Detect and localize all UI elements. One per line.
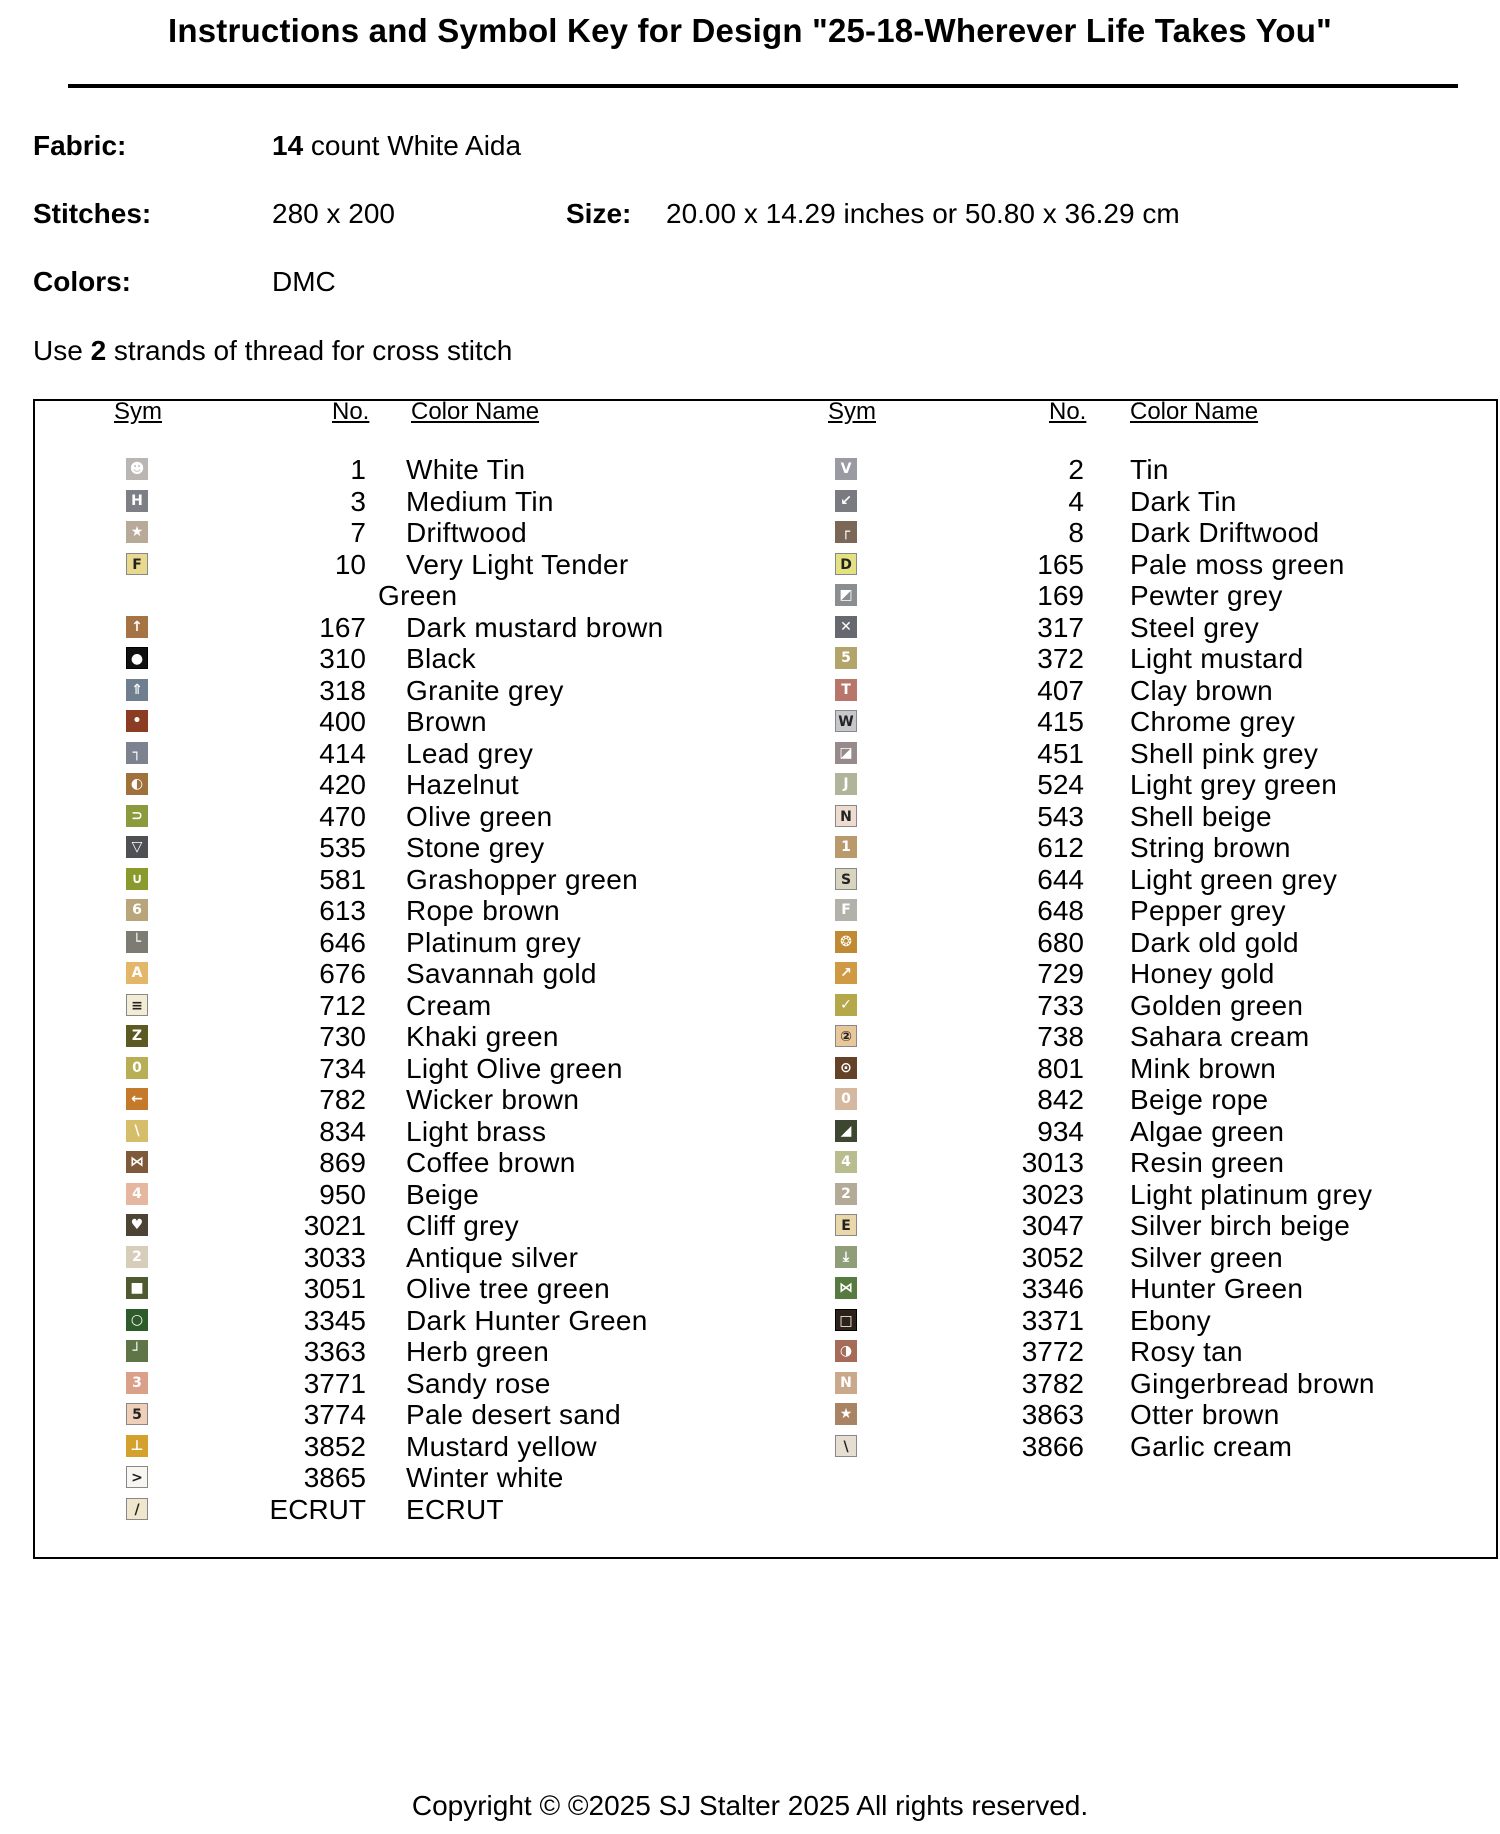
dmc-number: 3346 <box>1021 1273 1084 1304</box>
color-name: Black <box>406 643 476 674</box>
dmc-number: 712 <box>319 989 366 1021</box>
dmc-number: 310 <box>319 643 366 674</box>
dmc-number: 680 <box>1037 926 1084 958</box>
page-title: Instructions and Symbol Key for Design "25-18-Wherever Life Takes You" <box>168 12 1332 49</box>
thread-symbol-icon: T <box>835 679 857 701</box>
thread-symbol-icon: 2 <box>835 1183 857 1205</box>
color-name: Cliff grey <box>406 1210 519 1241</box>
fabric-value <box>272 130 521 162</box>
thread-symbol-icon: A <box>126 962 148 984</box>
thread-symbol-icon: ┘ <box>126 1340 148 1362</box>
thread-symbol-icon: D <box>835 553 857 575</box>
strands-pre: Use <box>33 335 91 366</box>
dmc-number: 734 <box>319 1052 366 1084</box>
color-name: Mustard yellow <box>406 1430 597 1462</box>
dmc-number: 10 <box>334 548 366 580</box>
dmc-number: 451 <box>1037 737 1084 769</box>
thread-symbol-icon: ✕ <box>835 616 857 638</box>
color-name: Chrome grey <box>1130 706 1296 737</box>
dmc-number: 2 <box>1068 454 1084 485</box>
color-name: String brown <box>1130 832 1291 863</box>
color-name: Winter white <box>406 1462 564 1493</box>
color-name: Light mustard <box>1130 643 1304 674</box>
dmc-number: 3021 <box>303 1210 366 1241</box>
color-name: Medium Tin <box>406 485 554 517</box>
color-name: Dark mustard brown <box>406 611 664 643</box>
header-color-name-right: Color Name <box>1130 398 1259 425</box>
color-name: Wicker brown <box>406 1084 580 1115</box>
dmc-number: 535 <box>319 832 366 863</box>
header-sym-right: Sym <box>828 398 876 425</box>
thread-symbol-icon: ← <box>126 1088 148 1110</box>
dmc-number: 1 <box>350 454 366 485</box>
thread-symbol-icon: S <box>835 868 857 890</box>
color-name: Light grey green <box>1130 769 1338 800</box>
color-name: Pewter grey <box>1130 580 1283 611</box>
color-name: Hunter Green <box>1130 1273 1304 1304</box>
thread-symbol-icon: / <box>126 1498 148 1520</box>
thread-symbol-icon: ◪ <box>835 742 857 764</box>
dmc-number: 167 <box>319 611 366 643</box>
thread-symbol-icon: J <box>835 773 857 795</box>
dmc-number: 782 <box>319 1084 366 1115</box>
header-no-right: No. <box>1049 398 1087 425</box>
thread-symbol-icon: E <box>835 1214 857 1236</box>
thread-symbol-icon: F <box>835 899 857 921</box>
dmc-number: 612 <box>1037 832 1084 863</box>
thread-symbol-icon: \ <box>835 1435 857 1457</box>
thread-symbol-icon: H <box>126 490 148 512</box>
color-name: Silver green <box>1130 1241 1284 1273</box>
thread-symbol-icon: 2 <box>126 1246 148 1268</box>
thread-symbol-icon: ★ <box>835 1403 857 1425</box>
thread-symbol-icon: ❂ <box>835 931 857 953</box>
dmc-number: 646 <box>319 926 366 958</box>
color-name: ECRUT <box>406 1493 504 1525</box>
strands-instruction <box>33 335 512 367</box>
thread-symbol-icon: ≡ <box>126 994 148 1016</box>
color-name: Khaki green <box>406 1021 559 1052</box>
color-name: Antique silver <box>406 1241 579 1273</box>
color-name: Savannah gold <box>406 958 597 989</box>
dmc-number: 7 <box>350 517 366 548</box>
thread-symbol-icon: 6 <box>126 899 148 921</box>
dmc-number: 470 <box>319 800 366 832</box>
thread-symbol-icon: 0 <box>835 1088 857 1110</box>
thread-symbol-icon: ⤓ <box>835 1246 857 1268</box>
thread-symbol-icon: V <box>835 458 857 480</box>
dmc-number: 842 <box>1037 1084 1084 1115</box>
thread-symbol-icon: Z <box>126 1025 148 1047</box>
thread-symbol-icon: ┌ <box>835 521 857 543</box>
dmc-number: 738 <box>1037 1021 1084 1052</box>
dmc-number: 169 <box>1037 580 1084 611</box>
color-name: Ebony <box>1130 1304 1211 1336</box>
thread-symbol-icon: 3 <box>126 1372 148 1394</box>
color-name: Shell beige <box>1130 800 1272 832</box>
color-name: Resin green <box>1130 1147 1285 1178</box>
color-name: Beige rope <box>1130 1084 1269 1115</box>
thread-symbol-icon: ◩ <box>835 584 857 606</box>
thread-symbol-icon: > <box>126 1466 148 1488</box>
thread-symbol-icon: 4 <box>835 1151 857 1173</box>
fabric-rest: count White Aida <box>303 130 522 161</box>
fabric-label: Fabric: <box>33 130 127 161</box>
thread-symbol-icon: ┐ <box>126 742 148 764</box>
thread-symbol-icon: W <box>835 710 857 732</box>
color-name: Light platinum grey <box>1130 1178 1373 1210</box>
thread-symbol-icon: 0 <box>126 1057 148 1079</box>
title-underline <box>68 84 1458 88</box>
dmc-number: 3047 <box>1021 1210 1084 1241</box>
color-name: Rosy tan <box>1130 1336 1243 1367</box>
dmc-number: 3371 <box>1021 1304 1084 1336</box>
dmc-number: 3013 <box>1021 1147 1084 1178</box>
dmc-number: 317 <box>1037 611 1084 643</box>
color-name: Light Olive green <box>406 1052 623 1084</box>
thread-symbol-icon: ✓ <box>835 994 857 1016</box>
color-name: Pepper grey <box>1130 895 1286 926</box>
dmc-number: 400 <box>319 706 366 737</box>
thread-symbol-icon: • <box>126 710 148 732</box>
color-name: Gingerbread brown <box>1130 1367 1375 1399</box>
header-color-name-left: Color Name <box>411 398 540 425</box>
thread-symbol-icon: 5 <box>835 647 857 669</box>
dmc-number: 934 <box>1037 1115 1084 1147</box>
thread-symbol-icon: N <box>835 1372 857 1394</box>
dmc-number: 318 <box>319 674 366 706</box>
color-name: Sandy rose <box>406 1367 551 1399</box>
color-name: Algae green <box>1130 1115 1285 1147</box>
dmc-number: 730 <box>319 1021 366 1052</box>
thread-symbol-icon: ∪ <box>126 868 148 890</box>
dmc-number: 524 <box>1037 769 1084 800</box>
dmc-number: 543 <box>1037 800 1084 832</box>
fabric-count: 14 <box>272 130 304 161</box>
thread-symbol-icon: ② <box>835 1025 857 1047</box>
thread-symbol-icon: 5 <box>126 1403 148 1425</box>
dmc-number: 407 <box>1037 674 1084 706</box>
dmc-number: 3033 <box>303 1241 366 1273</box>
color-name: Platinum grey <box>406 926 582 958</box>
thread-symbol-icon: ▽ <box>126 836 148 858</box>
color-name: Sahara cream <box>1130 1021 1310 1052</box>
dmc-number: 3771 <box>303 1367 366 1399</box>
thread-symbol-icon: ☻ <box>126 458 148 480</box>
thread-symbol-icon: ↗ <box>835 962 857 984</box>
dmc-number: 644 <box>1037 863 1084 895</box>
thread-symbol-icon: ⋈ <box>126 1151 148 1173</box>
color-name: Steel grey <box>1130 611 1260 643</box>
dmc-number: 8 <box>1068 517 1084 548</box>
color-name: Pale desert sand <box>406 1399 621 1430</box>
dmc-number: ECRUT <box>269 1493 366 1525</box>
dmc-number: 3 <box>350 485 366 517</box>
color-name: Coffee brown <box>406 1147 576 1178</box>
color-name: Pale moss green <box>1130 548 1345 580</box>
color-name: Silver birch beige <box>1130 1210 1351 1241</box>
color-name: Rope brown <box>406 895 560 926</box>
dmc-number: 801 <box>1037 1052 1084 1084</box>
color-name: Honey gold <box>1130 958 1275 989</box>
dmc-number: 3052 <box>1021 1241 1084 1273</box>
color-name: Driftwood <box>406 517 527 548</box>
header-no-left: No. <box>332 398 370 425</box>
dmc-number: 3782 <box>1021 1367 1084 1399</box>
thread-symbol-icon: ↙ <box>835 490 857 512</box>
thread-symbol-icon: 1 <box>835 836 857 858</box>
thread-symbol-icon: ● <box>126 647 148 669</box>
dmc-number: 950 <box>319 1178 366 1210</box>
color-name: Olive green <box>406 800 553 832</box>
thread-symbol-icon: ■ <box>126 1277 148 1299</box>
thread-symbol-icon: F <box>126 553 148 575</box>
dmc-number: 3023 <box>1021 1178 1084 1210</box>
thread-symbol-icon: ↑ <box>126 616 148 638</box>
color-name: Cream <box>406 989 492 1021</box>
thread-symbol-icon: ⊙ <box>835 1057 857 1079</box>
color-name: Dark Tin <box>1130 485 1237 517</box>
dmc-number: 414 <box>319 737 366 769</box>
dmc-number: 729 <box>1037 958 1084 989</box>
color-name: Hazelnut <box>406 769 519 800</box>
color-name: Mink brown <box>1130 1052 1277 1084</box>
dmc-number: 3774 <box>303 1399 366 1430</box>
color-name: White Tin <box>406 454 526 485</box>
dmc-number: 4 <box>1068 485 1084 517</box>
dmc-number: 3051 <box>303 1273 366 1304</box>
dmc-number: 3852 <box>303 1430 366 1462</box>
dmc-number: 581 <box>319 863 366 895</box>
thread-symbol-icon: □ <box>835 1309 857 1331</box>
color-name: Dark old gold <box>1130 926 1299 958</box>
dmc-number: 3772 <box>1021 1336 1084 1367</box>
color-name: Clay brown <box>1130 674 1274 706</box>
thread-symbol-icon: ★ <box>126 521 148 543</box>
dmc-number: 3866 <box>1021 1430 1084 1462</box>
thread-symbol-icon: ⊥ <box>126 1435 148 1457</box>
colors-label: Colors: <box>33 266 131 297</box>
color-name: Grashopper green <box>406 863 639 895</box>
thread-symbol-icon: ⇑ <box>126 679 148 701</box>
thread-symbol-icon: ○ <box>126 1309 148 1331</box>
dmc-number: 165 <box>1037 548 1084 580</box>
color-name: Very Light Tender <box>406 548 629 580</box>
dmc-number: 733 <box>1037 989 1084 1021</box>
color-name: Beige <box>406 1178 480 1210</box>
color-name: Golden green <box>1130 989 1304 1021</box>
dmc-number: 834 <box>319 1115 366 1147</box>
strands-post: strands of thread for cross stitch <box>106 335 513 366</box>
color-name: Herb green <box>406 1336 550 1367</box>
color-name: Shell pink grey <box>1130 737 1319 769</box>
dmc-number: 3863 <box>1021 1399 1084 1430</box>
color-name: Garlic cream <box>1130 1430 1293 1462</box>
color-name: Granite grey <box>406 674 564 706</box>
thread-symbol-icon: \ <box>126 1120 148 1142</box>
dmc-number: 372 <box>1037 643 1084 674</box>
color-name-continuation: Green <box>378 580 458 611</box>
thread-symbol-icon: ◐ <box>126 773 148 795</box>
dmc-number: 3865 <box>303 1462 366 1493</box>
color-name: Olive tree green <box>406 1273 611 1304</box>
color-name: Tin <box>1130 454 1169 485</box>
copyright-footer: Copyright © ©2025 SJ Stalter 2025 All rights reserved. <box>411 1790 1089 1821</box>
strands-count: 2 <box>90 335 107 366</box>
thread-symbol-icon: N <box>835 805 857 827</box>
thread-symbol-icon: 4 <box>126 1183 148 1205</box>
dmc-number: 869 <box>319 1147 366 1178</box>
color-name: Lead grey <box>406 737 534 769</box>
dmc-number: 648 <box>1037 895 1084 926</box>
dmc-number: 676 <box>319 958 366 989</box>
color-name: Light brass <box>406 1115 547 1147</box>
dmc-number: 3363 <box>303 1336 366 1367</box>
dmc-number: 420 <box>319 769 366 800</box>
color-name: Light green grey <box>1130 863 1338 895</box>
dmc-number: 415 <box>1037 706 1084 737</box>
thread-symbol-icon: ⋈ <box>835 1277 857 1299</box>
colors-value: DMC <box>272 266 336 297</box>
thread-symbol-icon: ◑ <box>835 1340 857 1362</box>
stitches-value: 280 x 200 <box>272 198 395 229</box>
color-name: Otter brown <box>1130 1399 1280 1430</box>
size-value: 20.00 x 14.29 inches or 50.80 x 36.29 cm <box>666 198 1180 229</box>
header-sym-left: Sym <box>114 398 162 425</box>
thread-symbol-icon: ⊃ <box>126 805 148 827</box>
thread-symbol-icon: ◢ <box>835 1120 857 1142</box>
color-name: Brown <box>406 706 487 737</box>
color-name: Dark Driftwood <box>1130 517 1320 548</box>
thread-symbol-icon: └ <box>126 931 148 953</box>
color-name: Dark Hunter Green <box>406 1304 648 1336</box>
size-label: Size: <box>566 198 632 229</box>
dmc-number: 613 <box>319 895 366 926</box>
thread-symbol-icon: ♥ <box>126 1214 148 1236</box>
stitches-label: Stitches: <box>33 198 152 229</box>
dmc-number: 3345 <box>303 1304 366 1336</box>
color-name: Stone grey <box>406 832 545 863</box>
